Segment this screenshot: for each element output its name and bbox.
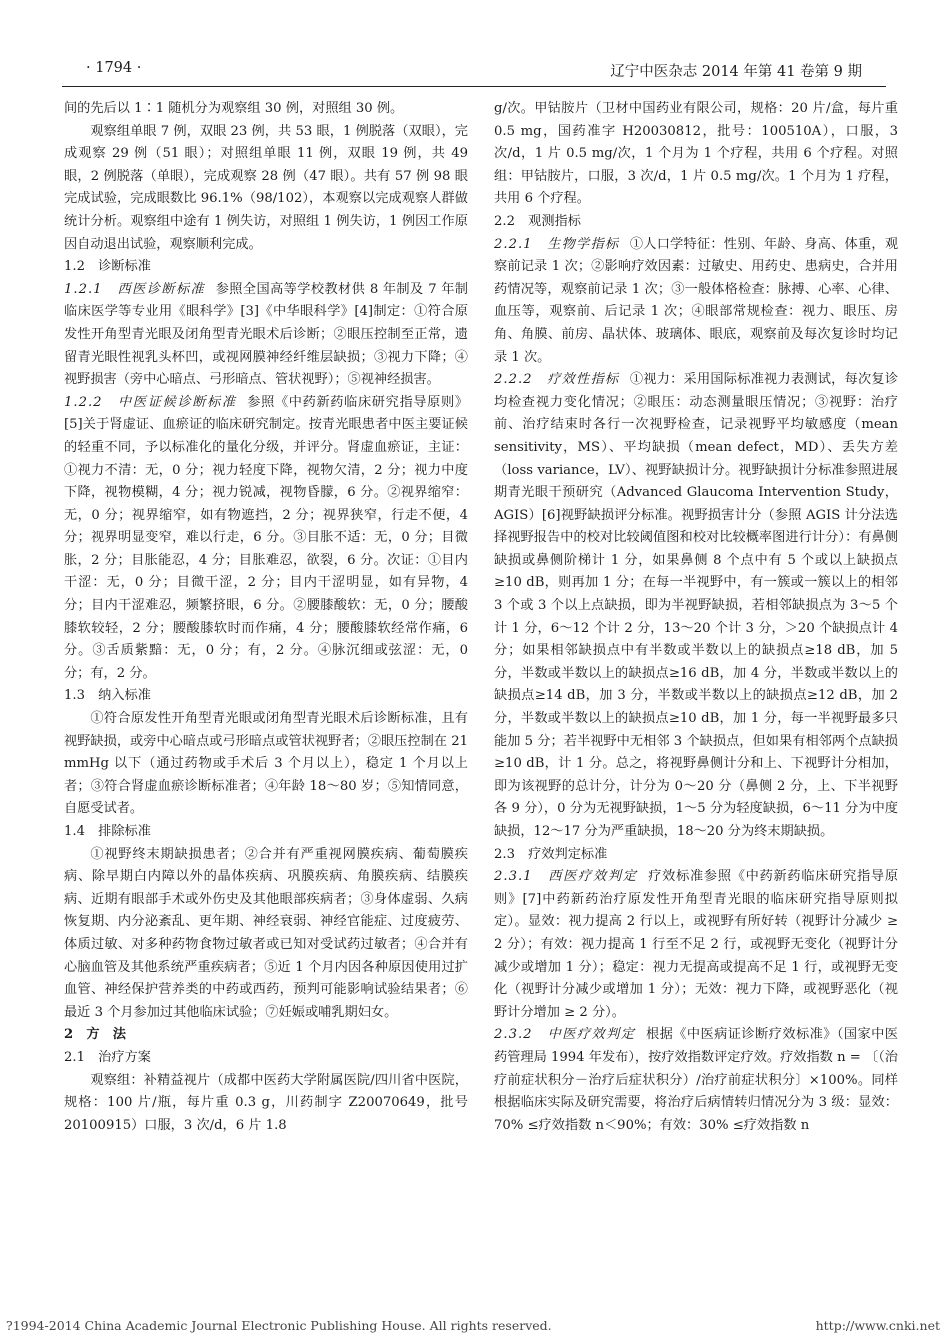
subsection-label: 1.2.2 中医证候诊断标准 bbox=[64, 394, 237, 410]
paragraph-text: 1.3 纳入标准 bbox=[64, 688, 151, 704]
section-heading bbox=[64, 1024, 468, 1047]
paragraph-text: 1.4 排除标准 bbox=[64, 824, 151, 839]
header-divider bbox=[62, 86, 886, 87]
paragraph-text: 参照全国高等学校教材供 8 年制及 7 年制临床医学等专业用《眼科学》[3]《中华眼科学》[4]制定：①符合原发性开角型青光眼及闭角型青光眼术后诊断；②眼压控制至正常，遗留青光眼性视乳头杯凹，或视网膜神经纤维层缺损；③视力下降；④视野损害（旁中心暗点、弓形暗点、管状视野）；⑤视神经损害。 bbox=[64, 281, 468, 388]
journal-title: 辽宁中医杂志 2014 年第 41 卷第 9 期 bbox=[610, 64, 862, 80]
paragraph bbox=[64, 708, 468, 821]
subsection-label: 2.3.2 中医疗效判定 bbox=[494, 1027, 636, 1043]
paragraph bbox=[64, 392, 468, 686]
paragraph bbox=[64, 98, 468, 121]
subsection-label: 1.2.1 西医诊断标准 bbox=[64, 281, 206, 297]
paragraph-text: ①视野终末期缺损患者；②合并有严重视网膜疾病、葡萄膜疾病、除早期白内障以外的晶体疾病、巩膜疾病、角膜疾病、结膜疾病、近期有眼部手术或外伤史及其他眼部疾病者；③身体虚弱、久病恢复期、内分泌紊乱、更年期、神经衰弱、神经官能症、过度疲劳、体质过敏、对多种药物食物过敏者或已知对受试药过敏者；④合并有心脑血管及其他系统严重疾病者；⑤近 1 个月内因各种原因使用过扩血管、神经保护营养类的中药或西药，预判可能影响试验结果者；⑥最近 3 个月参加过其他临床试验；⑦妊娠或哺乳期妇女。 bbox=[64, 846, 468, 1020]
paragraph bbox=[64, 279, 468, 392]
paragraph bbox=[494, 369, 898, 843]
paragraph bbox=[64, 1070, 468, 1138]
paragraph-text: 2 方 法 bbox=[64, 1027, 126, 1043]
paragraph bbox=[64, 256, 468, 279]
paragraph-text: 根据《中医病证诊断疗效标准》（国家中医药管理局 1994 年发布），按疗效指数评定疗效。疗效指数 n = 〔（治疗前症状积分－治疗后症状积分）/治疗前症状积分〕×100%。同样根据临床实际及研究需要，将治疗后病情转归情况分为 3 级：显效：70% ≤疗效指数 n＜90%；有效：30% ≤疗效指数 n bbox=[494, 1027, 898, 1133]
paragraph-text: 疗效标准参照《中药新药临床研究指导原则》[7]中药新药治疗原发性开角型青光眼的临床研究指导原则拟定）。显效：视力提高 2 行以上，或视野有所好转（视野计分减少 ≥ 2 分）；有效：视力提高 1 行至不足 2 行，或视野无变化（视野计分减少或增加 1 分）；稳定：视力无提高或提高不足 1 行，或视野无变化（视野计分减少或增加 1 分）；无效：视力下降，或视野恶化（视野计分增加 ≥ 2 分）。 bbox=[494, 869, 899, 1020]
footer bbox=[6, 1318, 940, 1333]
paragraph bbox=[64, 121, 468, 257]
subsection-label: 2.2.1 生物学指标 bbox=[494, 236, 620, 252]
subsection-label: 2.3.1 西医疗效判定 bbox=[494, 869, 638, 885]
paragraph-text: ①视力：采用国际标准视力表测试，每次复诊均检查视力变化情况；②眼压：动态测量眼压情况；③视野：治疗前、治疗结束时各行一次视野检查，记录视野平均敏感度（mean sensitivity，MS）、平均缺损（mean defect，MD）、丢失方差（loss variance，LV）、视野缺损计分。视野缺损计分标准参照进展期青光眼干预研究（Advanced Glaucoma Intervention Study，AGIS）[6]视野缺损评分标准。视野损害计分（参照 AGIS 计分法选择视野报告中的校对比较阈值图和校对比较概率图进行计分）：有鼻侧缺损或鼻侧阶梯计 1 分，如果鼻侧 8 个点中有 5 个或以上缺损点≥10 dB，则再加 1 分；在每一半视野中，有一簇或一簇以上的相邻 3 个或 3 个以上点缺损，即为半视野缺损，若相邻缺损点为 3～5 个计 1 分，6～12 个计 2 分，13～20 个计 3 分，＞20 个缺损点计 4 分；如果相邻缺损点中有半数或半数以上的缺损点≥18 dB，加 5 分，半数或半数以上的缺损点≥16 dB，加 4 分，半数或半数以上的缺损点≥14 dB，加 3 分，半数或半数以上的缺损点≥12 dB，加 2 分，半数或半数以上的缺损点≥10 dB，加 1 分，每一半视野最多只能加 5 分；若半视野中无相邻 3 个缺损点，但如果有相邻两个点缺损≥10 dB，计 1 分。总之，将视野鼻侧计分和上、下视野计分相加，即为该视野的总计分，计分为 0～20 分（鼻侧 2 分，上、下半视野各 9 分），0 分为无视野缺损，1～5 分为轻度缺损，6～11 分为中度缺损，12～17 分为严重缺损，18～20 分为终末期缺损。 bbox=[494, 372, 899, 839]
paragraph-text: 2.1 治疗方案 bbox=[64, 1049, 151, 1065]
paragraph-text: 观察组单眼 7 例，双眼 23 例，共 53 眼，1 例脱落（双眼），完成观察 29 例（51 眼）；对照组单眼 11 例，双眼 19 例，共 49 眼，2 例脱落（单眼），完成观察 28 例（47 眼）。共有 57 例 98 眼完成试验，完成眼数比 96.1%（98/102），本观察以完成观察人群做统计分析。观察组中途有 1 例失访，对照组 1 例失访，1 例因工作原因自动退出试验，观察顺利完成。 bbox=[64, 123, 468, 252]
paragraph bbox=[64, 844, 468, 1025]
paragraph bbox=[494, 211, 898, 234]
paragraph-text: ①人口学特征：性别、年龄、身高、体重，观察前记录 1 次；②影响疗效因素：过敏史、用药史、患病史，合并用药情况等，观察前记录 1 次；③一般体格检查：脉搏、心率、心律、血压等，观察前、后记录 1 次；④眼部常规检查：视力、眼压、房角、角膜、前房、晶状体、玻璃体、眼底，观察前及每次复诊时均记录 1 次。 bbox=[494, 236, 899, 365]
paragraph bbox=[494, 844, 898, 867]
paragraph-text: g/次。甲钴胺片（卫材中国药业有限公司，规格：20 片/盒，每片重 0.5 mg，国药准字 H20030812，批号：100510A），口服，3 次/d，1 片 0.5 mg/次，1 个月为 1 个疗程，共用 6 个疗程。对照组：甲钴胺片，口服，3 次/d，1 片 0.5 mg/次。1 个月为 1 疗程，共用 6 个疗程。 bbox=[494, 101, 898, 207]
left-column bbox=[64, 98, 468, 1137]
subsection-label: 2.2.2 疗效性指标 bbox=[494, 372, 620, 388]
paragraph bbox=[64, 821, 468, 844]
paragraph bbox=[494, 866, 898, 1024]
paragraph-text: 观察组：补精益视片（成都中医药大学附属医院/四川省中医院，规格：100 片/瓶，每片重 0.3 g，川药制字 Z20070649，批号 20100915）口服，3 次/d，6 片 1.8 bbox=[64, 1072, 468, 1133]
right-column bbox=[494, 98, 898, 1137]
paragraph bbox=[64, 1047, 468, 1070]
paragraph bbox=[494, 234, 898, 370]
paragraph-text: ①符合原发性开角型青光眼或闭角型青光眼术后诊断标准，且有视野缺损，或旁中心暗点或弓形暗点或管状视野者；②眼压控制在 21 mmHg 以下（通过药物或手术后 3 个月以上），稳定 1 个月以上者；③符合肾虚血瘀诊断标准者；④年龄 18～80 岁；⑤知情同意，自愿受试者。 bbox=[64, 711, 468, 817]
paragraph-text: 1.2 诊断标准 bbox=[64, 259, 151, 275]
cnki-url[interactable]: http://www.cnki.net bbox=[815, 1318, 940, 1333]
paragraph-text: 2.2 观测指标 bbox=[494, 213, 581, 229]
copyright-notice: ?1994-2014 China Academic Journal Electronic Publishing House. All rights reserved. bbox=[6, 1318, 552, 1333]
paragraph bbox=[64, 685, 468, 708]
paragraph-text: 间的先后以 1∶1 随机分为观察组 30 例，对照组 30 例。 bbox=[64, 101, 404, 116]
page-number: · 1794 · bbox=[86, 60, 142, 76]
paragraph-text: 2.3 疗效判定标准 bbox=[494, 846, 608, 862]
paragraph-text: 参照《中药新药临床研究指导原则》[5]关于肾虚证、血瘀证的临床研究制定。按青光眼患者中医主要证候的轻重不同，予以标准化的量化分级，并评分。肾虚血瘀证，主证：①视力不清：无，0 分；视力轻度下降，视物欠清，2 分；视力中度下降，视物模糊，4 分；视力锐减，视物昏朦，6 分。②视界缩窄：无，0 分；视界缩窄，如有物遮挡，2 分；视界狭窄，行走不便，4 分；视界明显变窄，难以行走，6 分。③目胀不适：无，0 分；目微胀，2 分；目胀能忍，4 分；目胀难忍，欲裂，6 分。次证：①目内干涩：无，0 分；目微干涩，2 分；目内干涩明显，如有异物，4 分；目内干涩难忍，频繁挤眼，6 分。②腰膝酸软：无，0 分；腰酸膝软较轻，2 分；腰酸膝软时而作痛，4 分；腰酸膝软经常作痛，6 分。③舌质紫黯：无，0 分；有，2 分。④脉沉细或弦涩：无，0 分；有，2 分。 bbox=[64, 394, 469, 681]
paragraph bbox=[494, 98, 898, 211]
paragraph bbox=[494, 1024, 898, 1137]
